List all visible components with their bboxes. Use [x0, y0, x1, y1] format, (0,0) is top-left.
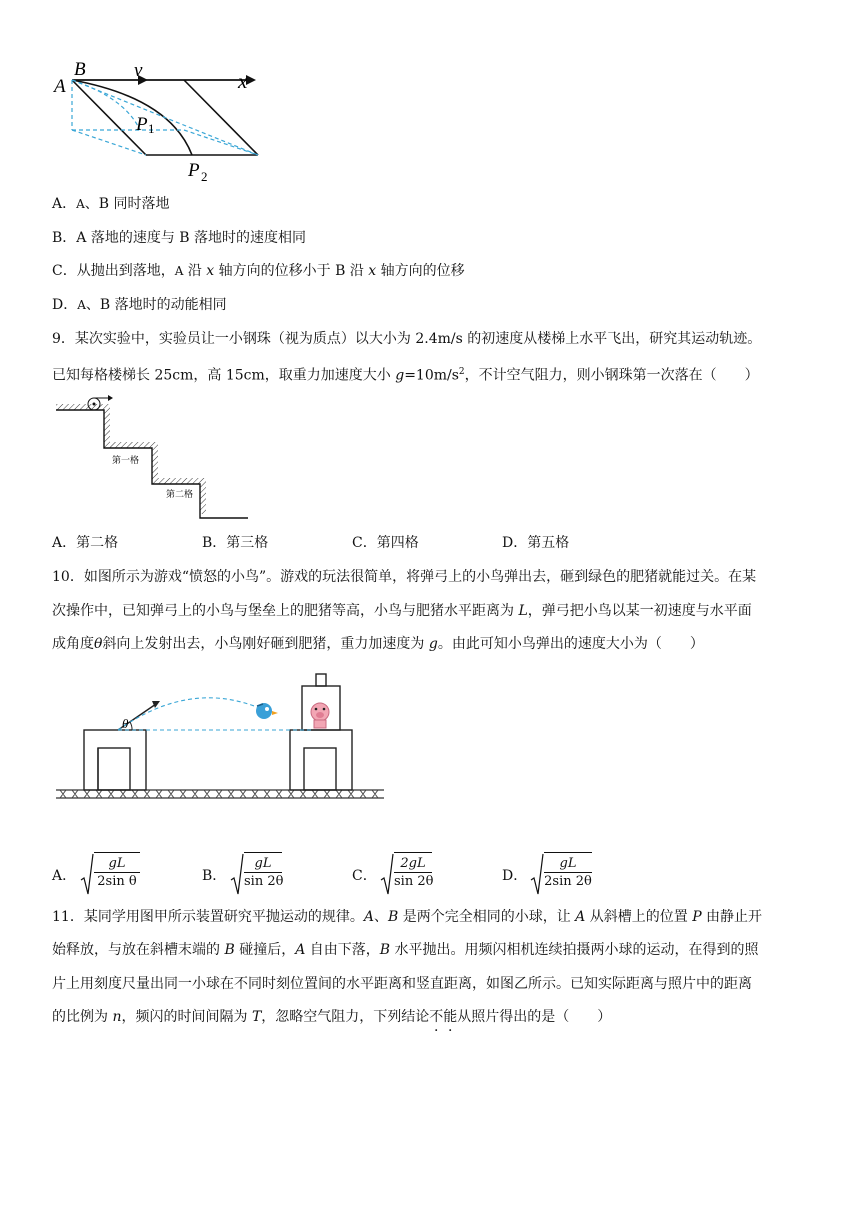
pig-icon [311, 703, 329, 728]
q9-stairs-figure [52, 392, 252, 522]
q10-text-line1: 10．如图所示为游戏“愤怒的小鸟”。游戏的玩法很简单，将弹弓上的小鸟弹出去，砸到绿色的肥猪就能过关。在某 [52, 569, 757, 585]
label-P2: P [188, 160, 200, 181]
q11-text-line2: 始释放，与放在斜槽末端的 B 碰撞后，A 自由下落，B 水平抛出。用频闪相机连续拍摄两小球的运动，在得到的照 [52, 942, 759, 958]
q8-option-a: A．A、B 同时落地 [52, 196, 170, 212]
q8-figure [50, 58, 270, 188]
bird-icon [256, 703, 278, 719]
stair-label-2: 第二格 [166, 490, 194, 500]
q9-option-c: C．第四格 [352, 535, 419, 551]
q8-option-c: C．从抛出到落地，A 沿 x 轴方向的位移小于 B 沿 x 轴方向的位移 [52, 263, 465, 279]
q11-text-line4: 的比例为 n，频闪的时间间隔为 T，忽略空气阻力，下列结论不能从照片得出的是（ ） [52, 1009, 612, 1025]
q9-text-line2: 已知每格楼梯长 25cm，高 15cm，取重力加速度大小 $g=10m/s^2$，不计空气阻力，则小钢珠第一次落在（ ） [52, 367, 759, 384]
label-x: x [238, 69, 248, 93]
label-A: A [54, 76, 66, 97]
q8-option-d: D．A、B 落地时的动能相同 [52, 297, 227, 313]
sqrt-icon [530, 852, 544, 896]
fig-theta-label: θ [122, 716, 129, 731]
sqrt-icon [380, 852, 394, 896]
q11-text-line1: 11．某同学用图甲所示装置研究平抛运动的规律。A、B 是两个完全相同的小球，让 A 从斜槽上的位置 P 由静止开 [52, 909, 763, 925]
q10-text-line3: 成角度θ斜向上发射出去，小鸟刚好砸到肥猪，重力加速度为 g。由此可知小鸟弹出的速度大小为（ ） [52, 636, 704, 652]
sqrt-icon [80, 852, 94, 896]
q11-text-line3: 片上用刻度尺量出同一小球在不同时刻位置间的水平距离和竖直距离，如图乙所示。已知实际距离与照片中的距离 [52, 976, 752, 992]
label-P2-sub: 2 [201, 169, 208, 184]
sqrt-icon [230, 852, 244, 896]
label-P1: P [136, 114, 148, 135]
label-B: B [74, 59, 86, 80]
stair-label-1: 第一格 [112, 456, 140, 466]
emphasis-not: 不 [429, 1009, 444, 1025]
q9-option-d: D．第五格 [502, 535, 570, 551]
q10-angry-birds-figure [52, 668, 392, 808]
q9-option-a: A．第二格 [52, 535, 119, 551]
label-P1-sub: 1 [148, 121, 155, 136]
q9-text-line1: 9．某次实验中，实验员让一小钢珠（视为质点）以大小为 2.4m/s 的初速度从楼梯上水平飞出，研究其运动轨迹。 [52, 331, 762, 347]
q8-option-b: B．A 落地的速度与 B 落地时的速度相同 [52, 230, 307, 246]
q9-option-b: B．第三格 [202, 535, 269, 551]
emphasis-can: 能 [443, 1009, 458, 1025]
label-v: v [134, 60, 143, 81]
q10-text-line2: 次操作中，已知弹弓上的小鸟与堡垒上的肥猪等高，小鸟与肥猪水平距离为 L，弹弓把小鸟以某一初速度与水平面 [52, 603, 752, 619]
